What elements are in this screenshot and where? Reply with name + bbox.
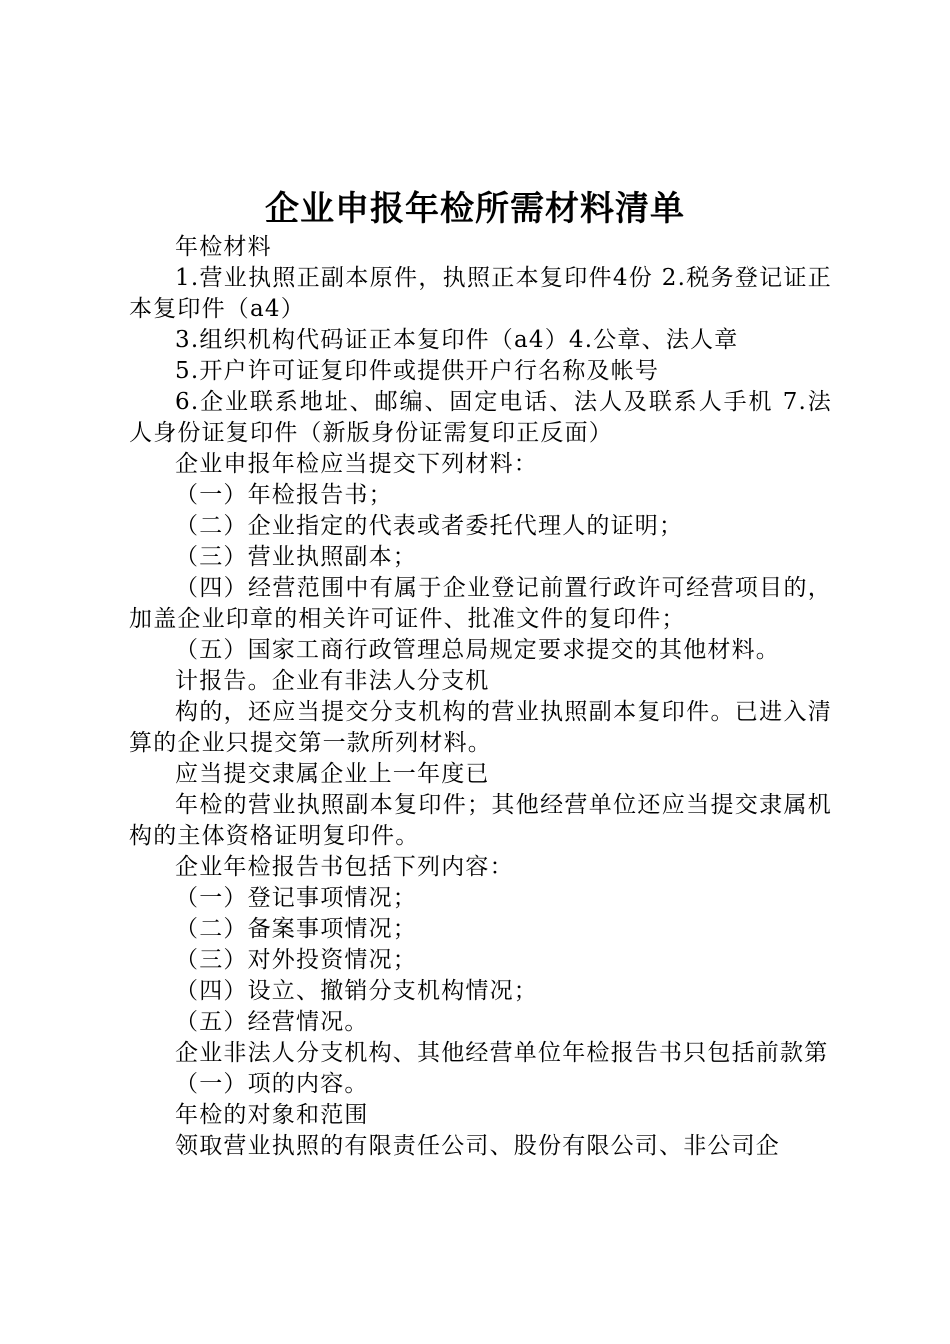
paragraph-submit-1: （一）年检报告书； <box>175 482 393 508</box>
paragraph-content-2: （二）备案事项情况； <box>175 916 417 942</box>
paragraph-submit-heading: 企业申报年检应当提交下列材料： <box>175 451 538 477</box>
paragraph-affiliate-copy: 年检的营业执照副本复印件；其他经营单位还应当提交隶属机构的主体资格证明复印件。 <box>129 792 832 849</box>
paragraph-item-3-4: 3.组织机构代码证正本复印件（a4）4.公章、法人章 <box>175 327 739 353</box>
paragraph-report-content-heading: 企业年检报告书包括下列内容： <box>175 854 514 880</box>
paragraph-branch-report-item: （一）项的内容。 <box>175 1071 369 1097</box>
document-body <box>129 232 832 1162</box>
document-title: 企业申报年检所需材料清单 <box>265 189 685 229</box>
paragraph-content-4: （四）设立、撤销分支机构情况； <box>175 978 538 1004</box>
paragraph-submit-3: （三）营业执照副本； <box>175 544 417 570</box>
paragraph-materials-heading: 年检材料 <box>175 234 272 260</box>
paragraph-scope-text: 领取营业执照的有限责任公司、股份有限公司、非公司企 <box>175 1133 780 1159</box>
paragraph-content-1: （一）登记事项情况； <box>175 885 417 911</box>
paragraph-item-6-7: 6.企业联系地址、邮编、固定电话、法人及联系人手机 7.法人身份证复印件（新版身份证需复印正反面） <box>129 389 832 446</box>
paragraph-branch-report: 企业非法人分支机构、其他经营单位年检报告书只包括前款第 <box>175 1040 829 1066</box>
paragraph-item-5: 5.开户许可证复印件或提供开户行名称及帐号 <box>175 358 660 384</box>
paragraph-scope-heading: 年检的对象和范围 <box>175 1102 369 1128</box>
paragraph-item-1-2: 1.营业执照正副本原件，执照正本复印件4份 2.税务登记证正本复印件（a4） <box>129 265 832 322</box>
paragraph-submit-2: （二）企业指定的代表或者委托代理人的证明； <box>175 513 684 539</box>
paragraph-submit-4: （四）经营范围中有属于企业登记前置行政许可经营项目的，加盖企业印章的相关许可证件、批准文件的复印件； <box>129 575 832 632</box>
paragraph-content-3: （三）对外投资情况； <box>175 947 417 973</box>
paragraph-content-5: （五）经营情况。 <box>175 1009 369 1035</box>
paragraph-affiliate-submit: 应当提交隶属企业上一年度已 <box>175 761 490 787</box>
paragraph-branch-copy: 构的，还应当提交分支机构的营业执照副本复印件。已进入清算的企业只提交第一款所列材料。 <box>129 699 832 756</box>
paragraph-audit-report: 计报告。企业有非法人分支机 <box>175 668 490 694</box>
paragraph-submit-5: （五）国家工商行政管理总局规定要求提交的其他材料。 <box>175 637 780 663</box>
